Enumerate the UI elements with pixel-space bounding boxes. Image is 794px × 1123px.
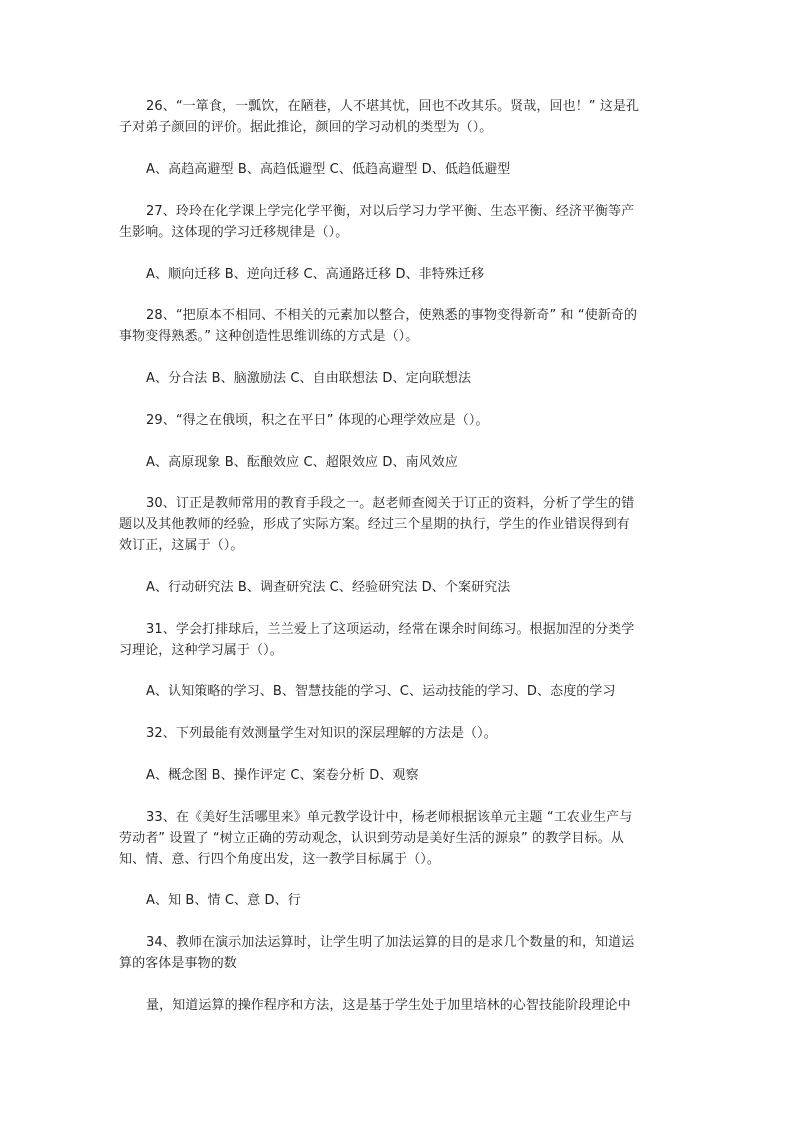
q32-text: 32、下列最能有效测量学生对知识的深层理解的方法是（）。 <box>146 726 497 741</box>
q34-text-line-3: 量，知道运算的操作程序和方法，这是基于学生处于加里培林的心智技能阶段理论中 <box>146 998 631 1013</box>
q26-options: A、高趋高避型 B、高趋低避型 C、低趋高避型 D、低趋低避型 <box>146 162 511 177</box>
q30-text-line-3: 效订正，这属于（）。 <box>119 538 244 553</box>
q31-text-line-2: 习理论，这种学习属于（）。 <box>119 643 283 658</box>
q33-text-line-3: 知、情、意、行四个角度出发，这一教学目标属于（）。 <box>119 852 441 867</box>
q33-text-line-2: 劳动者” 设置了 “树立正确的劳动观念，认识到劳动是美好生活的源泉” 的教学目标。从 <box>119 831 624 846</box>
q31-options: A、认知策略的学习、B、智慧技能的学习、C、运动技能的学习、D、态度的学习 <box>146 684 616 699</box>
q26-text-line-2: 子对弟子颜回的评价。据此推论，颜回的学习动机的类型为（）。 <box>119 120 493 135</box>
q30-text-line-2: 题以及其他教师的经验，形成了实际方案。经过三个星期的执行，学生的作业错误得到有 <box>119 517 630 532</box>
q32-options: A、概念图 B、操作评定 C、案卷分析 D、观察 <box>146 768 419 783</box>
q34-text-line-1: 34、教师在演示加法运算时，让学生明了加法运算的目的是求几个数量的和，知道运 <box>146 935 635 950</box>
q28-text-line-2: 事物变得熟悉。” 这种创造性思维训练的方式是（）。 <box>119 329 419 344</box>
q27-text-line-1: 27、玲玲在化学课上学完化学平衡，对以后学习力学平衡、生态平衡、经济平衡等产 <box>146 204 635 219</box>
q29-options: A、高原现象 B、酝酿效应 C、超限效应 D、南风效应 <box>146 455 458 470</box>
q27-options: A、顺向迁移 B、逆向迁移 C、高通路迁移 D、非特殊迁移 <box>146 267 485 282</box>
q28-text-line-1: 28、“把原本不相同、不相关的元素加以整合，使熟悉的事物变得新奇” 和 “使新奇的 <box>146 308 638 323</box>
q33-options: A、知 B、情 C、意 D、行 <box>146 893 301 908</box>
q34-text-line-2: 算的客体是事物的数 <box>119 956 237 971</box>
q28-options: A、分合法 B、脑激励法 C、自由联想法 D、定向联想法 <box>146 371 472 386</box>
q30-text-line-1: 30、订正是教师常用的教育手段之一。赵老师查阅关于订正的资料，分析了学生的错 <box>146 496 635 511</box>
q30-options: A、行动研究法 B、调查研究法 C、经验研究法 D、个案研究法 <box>146 580 511 595</box>
q31-text-line-1: 31、学会打排球后，兰兰爱上了这项运动，经常在课余时间练习。根据加涅的分类学 <box>146 622 635 637</box>
q29-text: 29、“得之在俄顷，积之在平日” 体现的心理学效应是（）。 <box>146 413 489 428</box>
q26-text-line-1: 26、“一箪食，一瓢饮，在陋巷，人不堪其忧，回也不改其乐。贤哉，回也！” 这是孔 <box>146 99 640 114</box>
q33-text-line-1: 33、在《美好生活哪里来》单元教学设计中，杨老师根据该单元主题 “工农业生产与 <box>146 810 633 825</box>
q27-text-line-2: 生影响。这体现的学习迁移规律是（）。 <box>119 225 349 240</box>
